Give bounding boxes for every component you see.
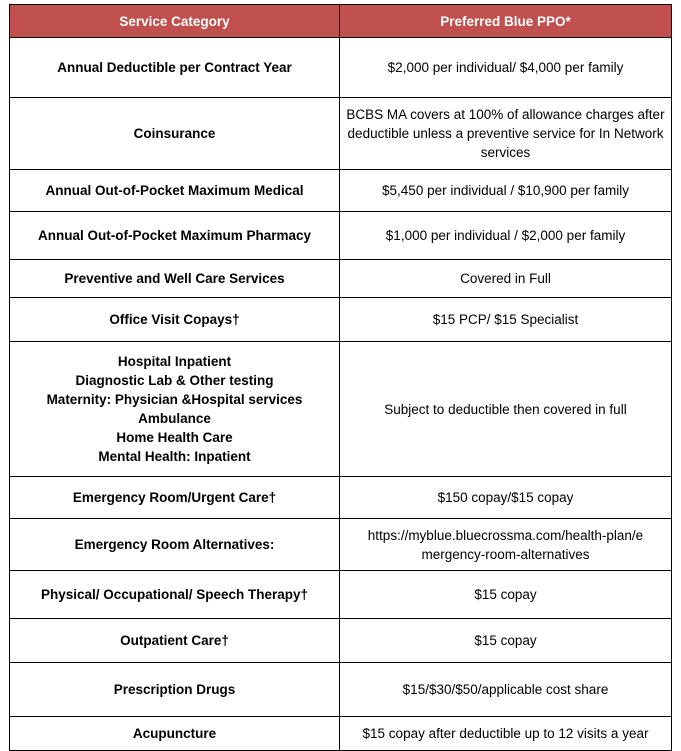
row-category: Annual Out-of-Pocket Maximum Pharmacy bbox=[10, 212, 340, 260]
table-row bbox=[10, 170, 672, 212]
row-category: Emergency Room Alternatives: bbox=[10, 519, 340, 571]
category-line: Mental Health: Inpatient bbox=[98, 449, 251, 464]
row-value-url: https://myblue.bluecrossma.com/health-plan/emergency-room-alternatives bbox=[340, 519, 672, 571]
table-row bbox=[10, 477, 672, 519]
header-plan-name: Preferred Blue PPO* bbox=[340, 5, 672, 38]
table-row bbox=[10, 342, 672, 477]
row-category-multiline bbox=[10, 342, 340, 477]
row-value: $150 copay/$15 copay bbox=[340, 477, 672, 519]
row-value: $15 copay bbox=[340, 619, 672, 663]
row-category: Annual Out-of-Pocket Maximum Medical bbox=[10, 170, 340, 212]
table-row bbox=[10, 571, 672, 619]
row-category: Emergency Room/Urgent Care† bbox=[10, 477, 340, 519]
row-category: Preventive and Well Care Services bbox=[10, 260, 340, 298]
category-line: Home Health Care bbox=[116, 430, 233, 445]
row-value: $1,000 per individual / $2,000 per family bbox=[340, 212, 672, 260]
row-category: Outpatient Care† bbox=[10, 619, 340, 663]
row-value: Covered in Full bbox=[340, 260, 672, 298]
row-value: BCBS MA covers at 100% of allowance charges after deductible unless a preventive service for In Network services bbox=[340, 98, 672, 170]
row-value: $15 PCP/ $15 Specialist bbox=[340, 298, 672, 342]
category-line: Ambulance bbox=[138, 411, 211, 426]
row-value: $15/$30/$50/applicable cost share bbox=[340, 663, 672, 717]
category-line: Maternity: Physician &Hospital services bbox=[46, 392, 303, 407]
row-value: $15 copay after deductible up to 12 visits a year bbox=[340, 717, 672, 751]
header-service-category: Service Category bbox=[10, 5, 340, 38]
row-value: $15 copay bbox=[340, 571, 672, 619]
table-header-row bbox=[10, 5, 672, 38]
table-row bbox=[10, 98, 672, 170]
table-row bbox=[10, 38, 672, 98]
row-category: Coinsurance bbox=[10, 98, 340, 170]
table-row bbox=[10, 619, 672, 663]
table-row bbox=[10, 298, 672, 342]
row-value: Subject to deductible then covered in full bbox=[340, 342, 672, 477]
category-line: Diagnostic Lab & Other testing bbox=[75, 373, 274, 388]
row-category: Annual Deductible per Contract Year bbox=[10, 38, 340, 98]
table-row bbox=[10, 717, 672, 751]
row-category: Prescription Drugs bbox=[10, 663, 340, 717]
table-row bbox=[10, 519, 672, 571]
row-value: $2,000 per individual/ $4,000 per family bbox=[340, 38, 672, 98]
row-category: Physical/ Occupational/ Speech Therapy† bbox=[10, 571, 340, 619]
table-row bbox=[10, 260, 672, 298]
benefits-table bbox=[9, 4, 672, 751]
table-row bbox=[10, 212, 672, 260]
row-category: Acupuncture bbox=[10, 717, 340, 751]
table-row bbox=[10, 663, 672, 717]
row-category: Office Visit Copays† bbox=[10, 298, 340, 342]
row-value: $5,450 per individual / $10,900 per family bbox=[340, 170, 672, 212]
category-line: Hospital Inpatient bbox=[117, 354, 232, 369]
